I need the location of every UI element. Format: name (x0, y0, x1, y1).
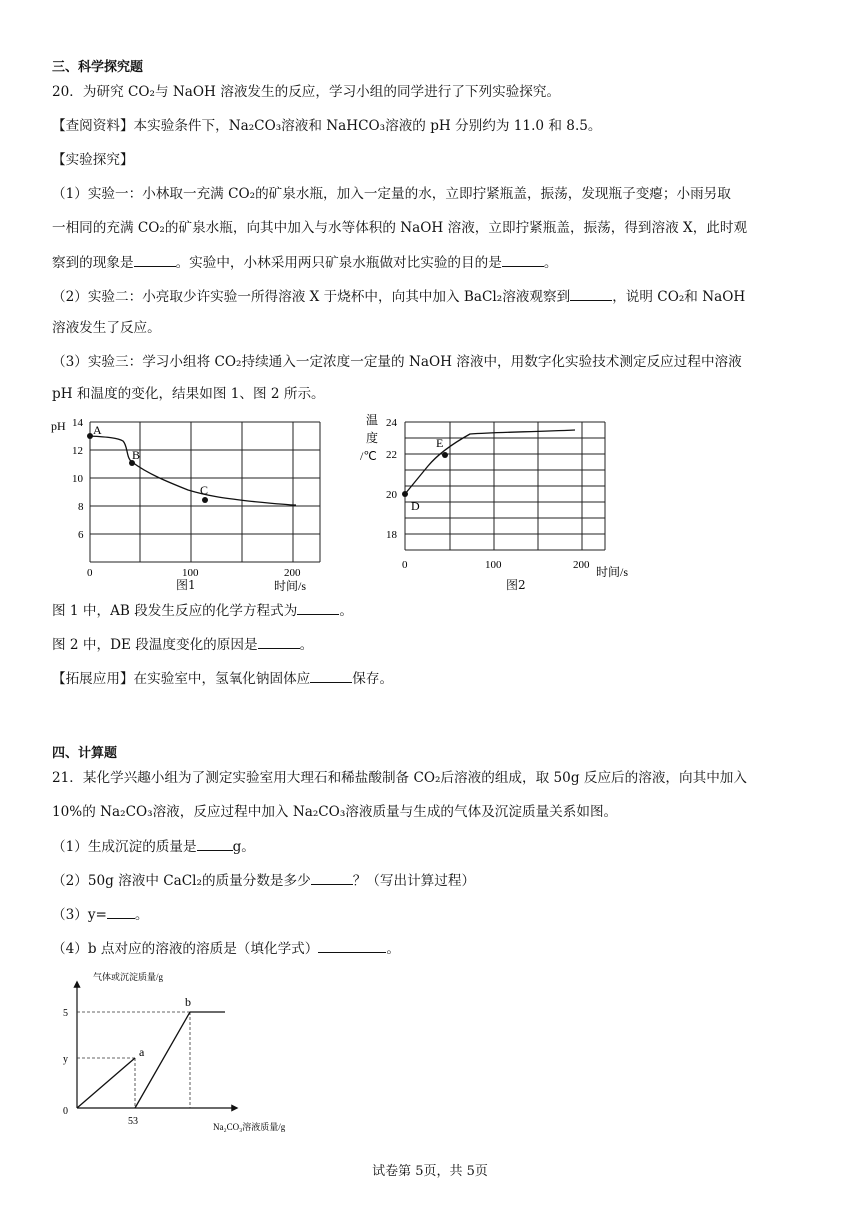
q21-line-1: 21．某化学兴趣小组为了测定实验室用大理石和稀盐酸制备 CO₂后溶液的组成，取 50g 反应后的溶液，向其中加入 (52, 770, 747, 786)
fig1-caption: 图1 (176, 578, 196, 592)
q20-line-10: pH 和温度的变化，结果如图 1、图 2 所示。 (52, 386, 325, 402)
fig3-xtick-53: 53 (128, 1116, 138, 1127)
fig1-xtick-0: 0 (87, 567, 93, 579)
q20-line-12a: 图 2 中，DE 段温度变化的原因是 (52, 637, 258, 653)
q21-line-6 (52, 938, 400, 959)
q20-line-7 (52, 286, 745, 307)
q20-line-13 (52, 668, 393, 689)
fig2-point-d: D (411, 499, 420, 513)
fig3-xlabel: Na₂CO₃溶液质量/g (213, 1122, 286, 1132)
q21-line-4b: ？（写出计算过程） (352, 873, 476, 889)
fig2-xtick-200: 200 (573, 559, 590, 571)
q20-line-8: 溶液发生了反应。 (52, 320, 161, 336)
answer-blank-9[interactable] (107, 904, 135, 919)
answer-blank-3[interactable] (570, 286, 612, 301)
q20-line-7b: ，说明 CO₂和 NaOH (612, 289, 746, 305)
fig2-xtick-0: 0 (402, 559, 408, 571)
fig1-ylabel: pH (51, 419, 66, 433)
fig3-ylabel: 气体或沉淀质量/g (93, 972, 164, 982)
answer-blank-4[interactable] (297, 600, 339, 615)
q21-line-3 (52, 836, 255, 857)
fig2-ylabel-1: 温 (366, 413, 379, 427)
q20-line-4: （1）实验一：小林取一充满 CO₂的矿泉水瓶，加入一定量的水，立即拧紧瓶盖，振荡，发现瓶子变瘪；小雨另取 (52, 186, 731, 202)
answer-blank-5[interactable] (258, 634, 300, 649)
q20-line-11b: 。 (339, 603, 353, 619)
fig3-point-a: a (139, 1045, 145, 1059)
q21-line-6a: （4）b 点对应的溶液的溶质是（填化学式） (52, 941, 319, 957)
q20-line-3: 【实验探究】 (52, 152, 134, 168)
fig1-ytick-14: 14 (72, 417, 83, 429)
fig3-ytick-y: y (63, 1054, 68, 1065)
fig1-point-c: C (200, 483, 209, 497)
fig1-xtick-200: 200 (284, 567, 301, 579)
q21-line-2: 10%的 Na₂CO₃溶液，反应过程中加入 Na₂CO₃溶液质量与生成的气体及沉淀质量关系如图。 (52, 804, 618, 820)
q21-line-6b: 。 (386, 941, 400, 957)
fig2-ytick-20: 20 (386, 489, 397, 501)
answer-blank-7[interactable] (197, 836, 233, 851)
q21-line-4 (52, 870, 475, 891)
q21-line-3a: （1）生成沉淀的质量是 (52, 839, 197, 855)
fig1-xlabel: 时间/s (274, 579, 307, 593)
fig1-ytick-8: 8 (78, 501, 84, 513)
q21-line-5a: （3）y= (52, 907, 107, 923)
answer-blank-6[interactable] (310, 668, 352, 683)
fig3-point-b: b (185, 995, 191, 1009)
fig1-ytick-12: 12 (72, 445, 83, 457)
answer-blank-8[interactable] (311, 870, 353, 885)
q20-line-1: 20．为研究 CO₂与 NaOH 溶液发生的反应，学习小组的同学进行了下列实验探究。 (52, 84, 561, 100)
q20-line-12b: 。 (299, 637, 314, 653)
q20-line-6b: 。实验中，小林采用两只矿泉水瓶做对比实验的目的是 (175, 255, 502, 271)
fig2-ylabel-3: /℃ (360, 449, 377, 463)
answer-blank-1[interactable] (134, 252, 176, 267)
fig2-caption: 图2 (506, 578, 526, 592)
q20-line-13b: 保存。 (352, 671, 394, 687)
fig2-ytick-22: 22 (386, 449, 397, 461)
q21-line-4a: （2）50g 溶液中 CaCl₂的质量分数是多少 (52, 873, 311, 889)
q20-line-6c: 。 (543, 255, 558, 271)
q21-line-3b: g。 (232, 839, 255, 855)
q20-line-12 (52, 634, 313, 655)
q20-line-6 (52, 252, 557, 273)
q20-line-9: （3）实验三：学习小组将 CO₂持续通入一定浓度一定量的 NaOH 溶液中，用数字化实验技术测定反应过程中溶液 (52, 354, 742, 370)
q21-line-5b: 。 (134, 907, 149, 923)
figure-1-ph-chart (48, 410, 338, 599)
page-footer: 试卷第 5页，共 5页 (372, 1164, 488, 1179)
figure-3-mass-chart (55, 968, 315, 1142)
fig3-ytick-5: 5 (63, 1008, 68, 1019)
q20-line-6a: 察到的现象是 (52, 255, 134, 271)
answer-blank-10[interactable] (318, 938, 386, 953)
q20-line-5: 一相同的充满 CO₂的矿泉水瓶，向其中加入与水等体积的 NaOH 溶液，立即拧紧瓶盖，振荡，得到溶液 X，此时观 (52, 220, 748, 236)
answer-blank-2[interactable] (502, 252, 544, 267)
fig2-point-e: E (436, 436, 444, 450)
q20-line-13a: 【拓展应用】在实验室中，氢氧化钠固体应 (52, 671, 311, 687)
fig1-point-a: A (93, 423, 102, 437)
fig2-xtick-100: 100 (485, 559, 502, 571)
fig1-ytick-10: 10 (72, 473, 83, 485)
fig1-xtick-100: 100 (182, 567, 199, 579)
q20-line-2: 【查阅资料】本实验条件下，Na₂CO₃溶液和 NaHCO₃溶液的 pH 分别约为 11.0 和 8.5。 (52, 118, 602, 134)
q20-line-11 (52, 600, 353, 621)
section-heading-3: 三、科学探究题 (52, 60, 144, 75)
q21-line-5 (52, 904, 149, 925)
fig1-point-b: B (132, 448, 141, 462)
fig2-ytick-18: 18 (386, 529, 397, 541)
fig2-ytick-24: 24 (386, 417, 397, 429)
fig2-xlabel: 时间/s (596, 565, 629, 579)
q20-line-7a: （2）实验二：小亮取少许实验一所得溶液 X 于烧杯中，向其中加入 BaCl₂溶液观察到 (52, 289, 571, 305)
section-heading-4: 四、计算题 (52, 746, 118, 761)
fig3-ytick-0: 0 (63, 1106, 68, 1117)
fig2-ylabel-2: 度 (366, 431, 379, 445)
fig1-ytick-6: 6 (78, 529, 84, 541)
figure-2-temperature-chart (360, 410, 650, 599)
q20-line-11a: 图 1 中，AB 段发生反应的化学方程式为 (52, 603, 298, 619)
